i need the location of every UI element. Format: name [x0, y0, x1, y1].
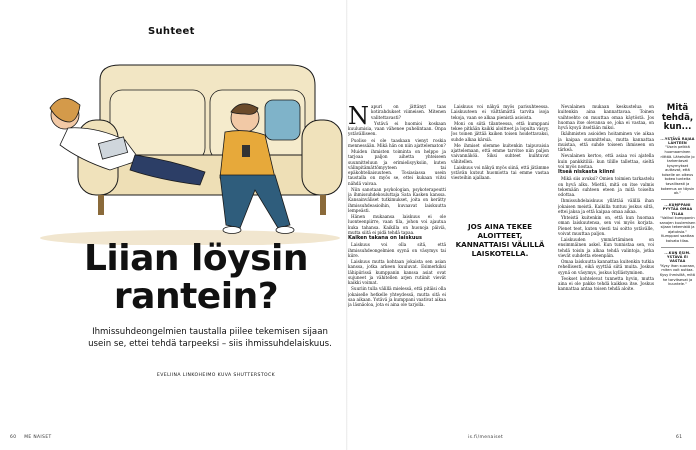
section-title: Suhteet — [148, 26, 195, 37]
couple-on-sofa-illustration — [40, 60, 345, 245]
paragraph: Yhteistä kuitenkin on, että kun huomaa oman laiskuutensa, sen voi myös korjata. Pienet teot, kuten viesti tai soitto ystävälle, voivat muuttaa paljon. — [558, 215, 654, 236]
paragraph: Nevalainen kertoo, että asiaa voi ajatella kuin pankkitiliä: kun tilille tallettaa, sieltä voi myös nostaa. — [558, 153, 654, 169]
sidebar-divider — [661, 199, 694, 200]
headline-line-1: Liian löysin — [83, 238, 308, 279]
paragraph: Teokset kohtelevat tunnetta hyvin, mutta aina ei ole pakko tehdä kaikkea itse. Joskus kannattaa antaa toisen tehdä aloite. — [558, 275, 654, 292]
paragraph: Muiden ihmisten toiminta on helppo ja tarjoaa paljon aihetta yhteiseen suunnitteluun ja erimielisyyksiin, kuten välinpitämättömyyteen tai epäkohteliaisuuteen. Tosiasiassa usein taustalla on myös se, ettei kukaan viitsi nähdä vaivaa. — [348, 149, 446, 186]
paragraph: Suuriin tulla välillä mielessä, että pitäisi olla jokaiselle hetkelle yhteydessä, mutta sitä ei saa aikaan. Ystävä ja kumppani vaativat aikaa ja läsnäoloa, jota ei aina ole tarjolla. — [348, 286, 446, 307]
sidebar-item-text: "Usein pelkkä huomaaminen riittää. Läheisille jo tarkentavat kysymykset auttavat, että toiselle on oikeus kokea tunteita tavallisesti ja kokemus on täysin ok." — [660, 145, 695, 196]
folio-left — [10, 435, 52, 440]
sidebar-box — [659, 104, 696, 414]
paragraph: Puoliso ei ole taaskaan vienyt roskia mennessään. Mikä hän on niin ajattelematon? — [348, 137, 446, 148]
paragraph: Ystävä ei huomioi koskaan kuulumisia, vaan vähenee puhelintaan. Onpa ystävälliseen. — [348, 120, 446, 137]
sidebar-item-head: ...KUN ESIM. YSTÄVÄ EI VASTAA — [664, 250, 691, 264]
body-column-1 — [348, 104, 446, 420]
page-number-left: 60 — [10, 435, 17, 440]
sidebar-item-text: "Kysy ihan suoraan, miten voit auttaa. Kysy ihmisiltä, mitä he tarvitsevat ja kuuntele." — [659, 263, 696, 287]
paragraph: Mikä siis avuksi? Omien toimien tarkastelu on hyvä alku. Miettii, mitä on itse valmis tekemään suhteen eteen ja mitä toiselta odottaa. — [558, 176, 654, 197]
headline — [46, 240, 346, 316]
magazine-name: ME NAISET — [24, 435, 52, 440]
sidebar-item-head: ...KUMPPANI PYYTÄÄ OMAA TILAA — [662, 202, 693, 216]
paragraph: Niin sanotaan psykologian, psykoterapeutti ja ihmissuhdekouluttaja Sata Kasken kanssa. Kansainväliset tutkimukset, joita on kerätty ihmissuhdeasioihin, kuvaavat laiskuutta lempeästi. — [348, 186, 446, 213]
paragraph: Hänen mukaansa laiskuus ei ole luonteenpiirre, vaan tila, johon voi ajautua kuka tahansa. Kaikilla on huonoja päiviä, mutta siitä ei pidä tehdä tapaa. — [348, 214, 446, 235]
right-page — [348, 0, 696, 450]
paragraph: Laiskuus mutta kohtaan jokaista sen asian kanssa, jotka arkeen kuuluvat. Esimerkiksi lähipiirissä kumppanin kanssa asiat ovat sujuneet ja vähitellen arjen rutiinit vievät kaikki voimat. — [348, 259, 446, 285]
site-url: is.fi/menaiset — [468, 435, 504, 440]
page-number-right: 61 — [676, 435, 683, 440]
deck: Ihmissuhdeongelmien taustalla piilee tekemisen sijaan usein se, ettei tehdä tarpeeksi – siis ihmissuhdelaiskuus. — [88, 327, 332, 349]
body-column-3 — [558, 104, 654, 420]
paragraph: Laiskuus voi näkyä myös siinä, että jätämme ystävän kutsut huomiotta tai emme vastaa viesteihin ajallaan. — [451, 164, 549, 181]
paragraph: apuri on jättänyt taas kotirahdukset viimeisen. Mitenen valitettavasti? — [371, 104, 446, 120]
paragraph: Laiskuus voi olla sitä, että ihmissuhdeongelmien syynä on väsymys tai kiire. — [348, 242, 446, 258]
headline-line-2: rantein? — [113, 276, 279, 317]
paragraph: Me ihmiset olemme kuitenkin taipuvaisia ajattelemaan, että emme tarvitse niin paljon vaivannäköä. Siksi suhteet kuihtuvat vähitellen. — [451, 142, 549, 164]
paragraph: Moni on siitä tilanteessa, että kumppani tekee pitkään kaikki aloitteet ja lopulta väsyy. Jos toinen jättää kaiken toisen hoidettavaksi, suhde alkaa kärsiä. — [451, 120, 549, 142]
sidebar-title: Mitä tehdä, kun... — [661, 103, 694, 132]
drop-cap: N — [348, 104, 369, 130]
byline: EVELIINA LINKOHEIMO KUVA SHUTTERSTOCK — [156, 373, 276, 378]
subhead: Kaiken takana on laiskuus — [348, 235, 422, 241]
pull-quote: JOS AINA TEKEE ALOITTEET, KANNATTAISI VÄLILLÄ LAISKOTELLA. — [455, 222, 545, 258]
sidebar-item-text: "Valikoi kumppanin sanojen kuulemisen sijaan tekemistä ja ajatuksia." Kumppani saattaa kaivata tilaa. — [659, 216, 696, 244]
subhead: Itseä niskasta kiinni — [558, 169, 615, 175]
sidebar-item-head: ...YSTÄVÄ RAJAA LÄHTEEN — [660, 136, 695, 145]
paragraph: Laiskuus voi näkyä myös parisuhteessa. Laiskuuteen ei välttämättä tarvita isoja tekoja, vaan se alkaa pienistä asioista. — [451, 104, 549, 120]
paragraph: Laiskuuden ymmärtäminen on ensimmäinen askel. Kun tunnistaa sen, voi tehdä toisin ja alkaa tehdä valintoja, jotka vievät suhdetta eteenpäin. — [558, 237, 654, 258]
paragraph: Ihmissuhdelaiskuus yllättää välillä ihan jokaisen meistä. Kaikilla tuntuu joskus siltä, ettei jaksa ja että kaipaa omaa aikaa. — [558, 198, 654, 214]
paragraph: Omaa laiskuutta kannattaa kuitenkin tutkia rehellisesti, eikä syyttää siitä muita. Joskus syynä on väsymys, joskus kyllästyminen. — [558, 259, 654, 275]
paragraph: Ikäihmisten asioiden hoitaminen vie aikaa ja kaipaa suunnittelua, mutta kannattaa muistaa, että suhde toiseen ihmiseen on tärkeä. — [558, 131, 654, 152]
body-column-2 — [451, 104, 549, 420]
sidebar-divider — [661, 247, 694, 248]
paragraph: Nevalainen mukaan keskustelua on kuitenkin aina kannattavaa. Toinen vaihtoehto on muuttaa omaa käytöstä. Jos huomaa itse olevansa se, joka ei vastaa, on hyvä kysyä itseltään miksi. — [558, 104, 654, 130]
